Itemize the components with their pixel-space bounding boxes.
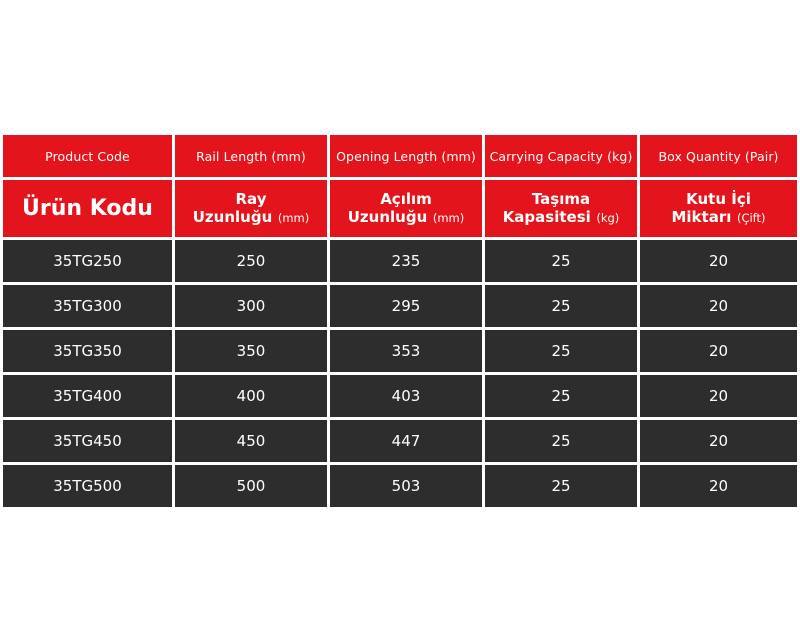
header-tr-product-code (3, 180, 172, 237)
table-cell-rail-length: 300 (175, 285, 327, 327)
header-tr-carrying-capacity-line1: Taşıma (531, 189, 591, 208)
table-cell-product-code: 35TG350 (3, 330, 172, 372)
table-cell-carrying-capacity: 25 (485, 330, 637, 372)
table-cell-opening-length: 353 (330, 330, 482, 372)
header-tr-box-quantity (640, 180, 797, 237)
table-cell-product-code: 35TG500 (3, 465, 172, 507)
header-en-product-code: Product Code (3, 135, 172, 177)
header-tr-carrying-capacity-unit: (kg) (596, 210, 620, 225)
table-cell-carrying-capacity: 25 (485, 465, 637, 507)
header-tr-box-quantity-unit: (Çift) (736, 210, 766, 225)
header-en-opening-length: Opening Length (mm) (330, 135, 482, 177)
table-cell-carrying-capacity: 25 (485, 420, 637, 462)
table-cell-product-code: 35TG250 (3, 240, 172, 282)
table-cell-box-quantity: 20 (640, 285, 797, 327)
table-cell-rail-length: 350 (175, 330, 327, 372)
table-cell-product-code: 35TG300 (3, 285, 172, 327)
table-cell-opening-length: 295 (330, 285, 482, 327)
header-tr-box-quantity-line1: Kutu İçi (686, 189, 751, 208)
table-cell-carrying-capacity: 25 (485, 375, 637, 417)
table-cell-carrying-capacity: 25 (485, 240, 637, 282)
table-cell-box-quantity: 20 (640, 330, 797, 372)
table-cell-box-quantity: 20 (640, 420, 797, 462)
table-cell-rail-length: 500 (175, 465, 327, 507)
table-cell-opening-length: 503 (330, 465, 482, 507)
header-en-box-quantity: Box Quantity (Pair) (640, 135, 797, 177)
header-tr-opening-length-line2: Uzunluğu (347, 207, 428, 226)
product-spec-table (3, 135, 800, 507)
header-en-rail-length: Rail Length (mm) (175, 135, 327, 177)
table-cell-opening-length: 447 (330, 420, 482, 462)
header-tr-rail-length (175, 180, 327, 237)
header-tr-rail-length-line1: Ray (235, 189, 267, 208)
header-tr-product-code-label: Ürün Kodu (22, 195, 153, 221)
table-cell-product-code: 35TG450 (3, 420, 172, 462)
header-tr-opening-length (330, 180, 482, 237)
header-tr-box-quantity-line2: Miktarı (671, 207, 732, 226)
header-tr-carrying-capacity-line2: Kapasitesi (502, 207, 591, 226)
header-tr-carrying-capacity (485, 180, 637, 237)
table-cell-box-quantity: 20 (640, 375, 797, 417)
table-cell-box-quantity: 20 (640, 465, 797, 507)
table-cell-rail-length: 250 (175, 240, 327, 282)
header-en-carrying-capacity: Carrying Capacity (kg) (485, 135, 637, 177)
table-cell-opening-length: 403 (330, 375, 482, 417)
header-tr-opening-length-unit: (mm) (432, 210, 465, 225)
table-cell-rail-length: 400 (175, 375, 327, 417)
table-cell-opening-length: 235 (330, 240, 482, 282)
table-cell-box-quantity: 20 (640, 240, 797, 282)
table-cell-carrying-capacity: 25 (485, 285, 637, 327)
header-tr-rail-length-unit: (mm) (277, 210, 310, 225)
table-cell-rail-length: 450 (175, 420, 327, 462)
header-tr-rail-length-line2: Uzunluğu (192, 207, 273, 226)
header-tr-opening-length-line1: Açılım (380, 189, 432, 208)
table-cell-product-code: 35TG400 (3, 375, 172, 417)
